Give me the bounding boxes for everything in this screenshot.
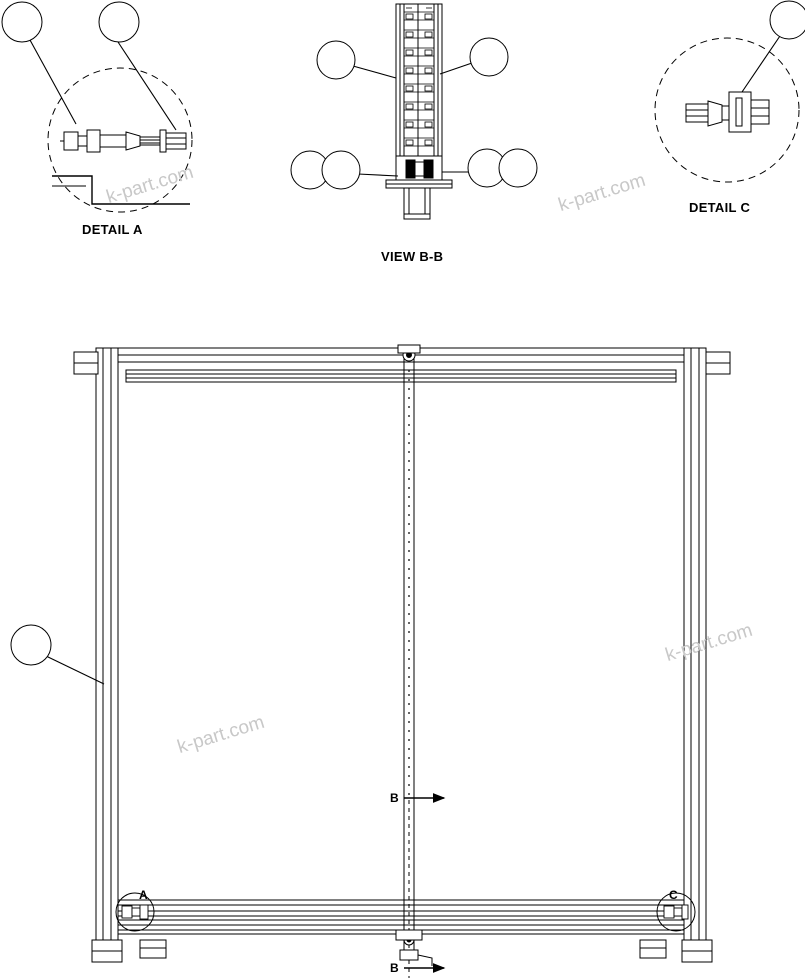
balloon-9 (770, 1, 805, 39)
view-bb (353, 4, 472, 219)
balloon-10 (11, 625, 51, 665)
main-frame-view (46, 345, 730, 978)
label-detail-c: DETAIL C (689, 200, 751, 215)
detail-a-view (30, 40, 192, 212)
watermark: k-part.com (663, 619, 755, 667)
balloon-4 (470, 38, 508, 76)
watermark: k-part.com (175, 711, 267, 759)
section-mark-b-top: B (390, 791, 399, 805)
detail-mark-a: A (139, 888, 148, 902)
detail-c-view (655, 33, 799, 182)
detail-mark-c: C (669, 888, 678, 902)
label-view-bb: VIEW B-B (381, 249, 444, 264)
balloon-6 (322, 151, 360, 189)
label-detail-a: DETAIL A (82, 222, 143, 237)
watermark: k-part.com (556, 169, 648, 217)
balloon-3 (317, 41, 355, 79)
watermark: k-part.com (104, 161, 196, 209)
balloon-2 (99, 2, 139, 42)
section-mark-b-bottom: B (390, 961, 399, 975)
balloon-8 (499, 149, 537, 187)
balloon-1 (2, 2, 42, 42)
